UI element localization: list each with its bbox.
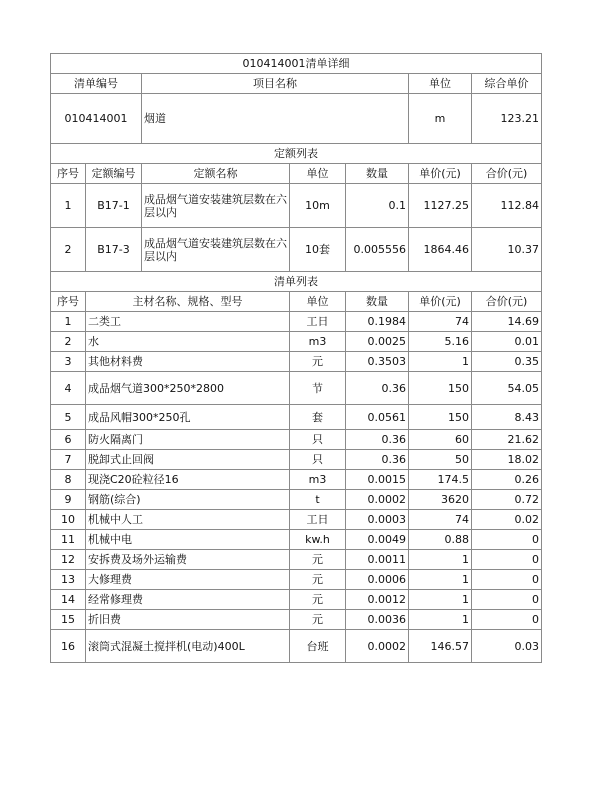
material-unit: 只	[290, 430, 346, 450]
material-unit: 只	[290, 450, 346, 470]
item-unit: m	[409, 94, 472, 144]
material-no: 3	[51, 352, 86, 372]
material-unit: 元	[290, 352, 346, 372]
material-name: 滚筒式混凝土搅拌机(电动)400L	[86, 630, 290, 663]
material-unit: 台班	[290, 630, 346, 663]
material-total: 0.01	[472, 332, 542, 352]
quota-name: 成品烟气道安装建筑层数在六层以内	[142, 228, 290, 272]
material-qty: 0.0006	[346, 570, 409, 590]
material-no: 7	[51, 450, 86, 470]
quota-qty: 0.005556	[346, 228, 409, 272]
material-name: 安拆费及场外运输费	[86, 550, 290, 570]
bill-detail-table	[50, 53, 542, 663]
material-name: 其他材料费	[86, 352, 290, 372]
material-unit: 套	[290, 405, 346, 430]
material-unit: kw.h	[290, 530, 346, 550]
materials-row	[51, 312, 542, 332]
materials-row	[51, 610, 542, 630]
material-price: 1	[409, 610, 472, 630]
materials-row	[51, 430, 542, 450]
material-name: 水	[86, 332, 290, 352]
materials-row	[51, 570, 542, 590]
material-qty: 0.0015	[346, 470, 409, 490]
item-price: 123.21	[472, 94, 542, 144]
material-qty: 0.36	[346, 430, 409, 450]
material-qty: 0.0049	[346, 530, 409, 550]
material-name: 二类工	[86, 312, 290, 332]
material-no: 13	[51, 570, 86, 590]
material-total: 0	[472, 570, 542, 590]
material-no: 5	[51, 405, 86, 430]
material-price: 1	[409, 570, 472, 590]
material-total: 0	[472, 590, 542, 610]
material-qty: 0.0025	[346, 332, 409, 352]
material-unit: m3	[290, 332, 346, 352]
materials-column-header: 单位	[290, 292, 346, 312]
material-qty: 0.0561	[346, 405, 409, 430]
unit-header: 单位	[409, 74, 472, 94]
quota-column-header: 定额名称	[142, 164, 290, 184]
material-total: 14.69	[472, 312, 542, 332]
materials-row	[51, 550, 542, 570]
material-no: 4	[51, 372, 86, 405]
quota-unit: 10套	[290, 228, 346, 272]
item-name: 烟道	[142, 94, 409, 144]
material-price: 74	[409, 312, 472, 332]
material-no: 12	[51, 550, 86, 570]
material-total: 8.43	[472, 405, 542, 430]
material-no: 8	[51, 470, 86, 490]
material-unit: 工日	[290, 510, 346, 530]
material-unit: m3	[290, 470, 346, 490]
material-total: 0.02	[472, 510, 542, 530]
material-no: 9	[51, 490, 86, 510]
material-name: 机械中人工	[86, 510, 290, 530]
material-price: 150	[409, 372, 472, 405]
material-unit: 元	[290, 550, 346, 570]
material-name: 现浇C20砼粒径16	[86, 470, 290, 490]
material-unit: 元	[290, 570, 346, 590]
material-no: 16	[51, 630, 86, 663]
quota-row	[51, 228, 542, 272]
material-qty: 0.0012	[346, 590, 409, 610]
material-price: 5.16	[409, 332, 472, 352]
materials-row	[51, 530, 542, 550]
material-price: 1	[409, 590, 472, 610]
quota-code: B17-3	[86, 228, 142, 272]
code-header: 清单编号	[51, 74, 142, 94]
material-qty: 0.0002	[346, 630, 409, 663]
material-qty: 0.0003	[346, 510, 409, 530]
material-name: 机械中电	[86, 530, 290, 550]
material-name: 折旧费	[86, 610, 290, 630]
materials-column-header: 序号	[51, 292, 86, 312]
material-total: 54.05	[472, 372, 542, 405]
materials-section-title: 清单列表	[51, 272, 542, 292]
material-price: 174.5	[409, 470, 472, 490]
quota-total: 10.37	[472, 228, 542, 272]
material-total: 0.03	[472, 630, 542, 663]
quota-column-header: 序号	[51, 164, 86, 184]
material-price: 146.57	[409, 630, 472, 663]
material-price: 0.88	[409, 530, 472, 550]
item-header-row	[51, 74, 542, 94]
material-unit: 元	[290, 590, 346, 610]
material-qty: 0.3503	[346, 352, 409, 372]
material-no: 10	[51, 510, 86, 530]
material-unit: t	[290, 490, 346, 510]
quota-column-header: 定额编号	[86, 164, 142, 184]
material-unit: 元	[290, 610, 346, 630]
material-name: 钢筋(综合)	[86, 490, 290, 510]
materials-row	[51, 510, 542, 530]
material-qty: 0.0011	[346, 550, 409, 570]
material-qty: 0.36	[346, 372, 409, 405]
quota-name: 成品烟气道安装建筑层数在六层以内	[142, 184, 290, 228]
quota-header-row	[51, 164, 542, 184]
material-no: 1	[51, 312, 86, 332]
quota-row	[51, 184, 542, 228]
materials-column-header: 合价(元)	[472, 292, 542, 312]
material-name: 成品烟气道300*250*2800	[86, 372, 290, 405]
quota-section-title: 定额列表	[51, 144, 542, 164]
item-code: 010414001	[51, 94, 142, 144]
table-body	[51, 54, 542, 663]
materials-row	[51, 332, 542, 352]
material-price: 1	[409, 352, 472, 372]
material-qty: 0.36	[346, 450, 409, 470]
material-price: 150	[409, 405, 472, 430]
materials-row	[51, 490, 542, 510]
material-name: 防火隔离门	[86, 430, 290, 450]
material-name: 大修理费	[86, 570, 290, 590]
material-qty: 0.1984	[346, 312, 409, 332]
material-total: 0.35	[472, 352, 542, 372]
material-total: 0.72	[472, 490, 542, 510]
material-qty: 0.0036	[346, 610, 409, 630]
materials-column-header: 单价(元)	[409, 292, 472, 312]
materials-column-header: 数量	[346, 292, 409, 312]
quota-no: 2	[51, 228, 86, 272]
quota-price: 1864.46	[409, 228, 472, 272]
materials-row	[51, 405, 542, 430]
materials-header-row	[51, 292, 542, 312]
material-qty: 0.0002	[346, 490, 409, 510]
item-row	[51, 94, 542, 144]
material-price: 74	[409, 510, 472, 530]
material-total: 21.62	[472, 430, 542, 450]
material-unit: 节	[290, 372, 346, 405]
material-name: 经常修理费	[86, 590, 290, 610]
material-no: 6	[51, 430, 86, 450]
quota-price: 1127.25	[409, 184, 472, 228]
quota-column-header: 合价(元)	[472, 164, 542, 184]
materials-column-header: 主材名称、规格、型号	[86, 292, 290, 312]
quota-column-header: 单位	[290, 164, 346, 184]
materials-title-row	[51, 272, 542, 292]
materials-row	[51, 352, 542, 372]
quota-column-header: 单价(元)	[409, 164, 472, 184]
material-total: 0	[472, 550, 542, 570]
title-row	[51, 54, 542, 74]
material-name: 成品风帽300*250孔	[86, 405, 290, 430]
material-no: 15	[51, 610, 86, 630]
quota-code: B17-1	[86, 184, 142, 228]
materials-row	[51, 470, 542, 490]
material-no: 2	[51, 332, 86, 352]
material-total: 0.26	[472, 470, 542, 490]
material-no: 14	[51, 590, 86, 610]
quota-column-header: 数量	[346, 164, 409, 184]
material-unit: 工日	[290, 312, 346, 332]
quota-no: 1	[51, 184, 86, 228]
material-total: 18.02	[472, 450, 542, 470]
material-name: 脱卸式止回阀	[86, 450, 290, 470]
material-total: 0	[472, 530, 542, 550]
material-price: 1	[409, 550, 472, 570]
name-header: 项目名称	[142, 74, 409, 94]
material-total: 0	[472, 610, 542, 630]
materials-row	[51, 590, 542, 610]
quota-title-row	[51, 144, 542, 164]
quota-unit: 10m	[290, 184, 346, 228]
quota-total: 112.84	[472, 184, 542, 228]
price-header: 综合单价	[472, 74, 542, 94]
materials-row	[51, 450, 542, 470]
quota-qty: 0.1	[346, 184, 409, 228]
materials-row	[51, 372, 542, 405]
material-price: 3620	[409, 490, 472, 510]
materials-row	[51, 630, 542, 663]
table-title: 010414001清单详细	[51, 54, 542, 74]
material-price: 60	[409, 430, 472, 450]
material-no: 11	[51, 530, 86, 550]
material-price: 50	[409, 450, 472, 470]
